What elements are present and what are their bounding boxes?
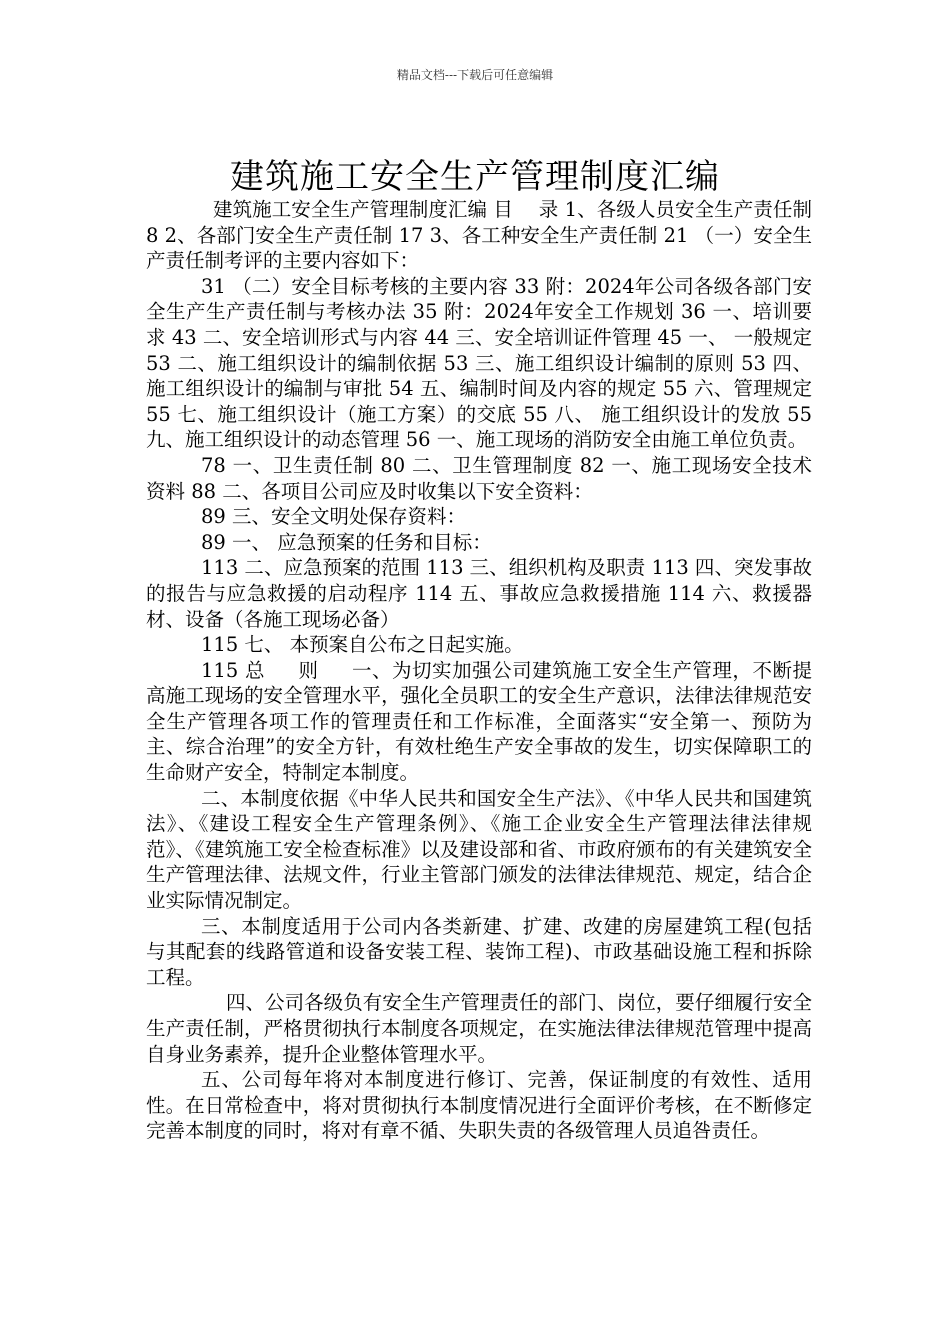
- paragraph-general-2: 二、本制度依据《中华人民共和国安全生产法》、《中华人民共和国建筑法》、《建设工程安全生产管理条例》、《施工企业安全生产管理法律法律规范》、《建筑施工安全检查标准》以及建设部和省、市政府颁布的有关建筑安全生产管理法律、法规文件，行业主管部门颁发的法律法律规范、规定，结合企业实际情况制定。: [146, 786, 812, 913]
- paragraph-general-4: 四、公司各级负有安全生产管理责任的部门、岗位，要仔细履行安全生产责任制，严格贯彻执行本制度各项规定，在实施法律法律规范管理中提高自身业务素养，提升企业整体管理水平。: [146, 991, 812, 1066]
- paragraph-toc-6: 113 二、应急预案的范围 113 三、组织机构及职责 113 四、突发事故的报告与应急救援的启动程序 114 五、事故应急救援措施 114 六、救援器材、设备（各施工现场必备）: [146, 556, 812, 631]
- paragraph-toc-1: 建筑施工安全生产管理制度汇编 目 录 1、各级人员安全生产责任制 8 2、各部门安全生产责任制 17 3、各工种安全生产责任制 21 （一）安全生产责任制考评的主要内容如下：: [146, 198, 812, 273]
- paragraph-general-1: 115 总 则 一、为切实加强公司建筑施工安全生产管理，不断提高施工现场的安全管理水平，强化全员职工的安全生产意识，法律法律规范安全生产管理各项工作的管理责任和工作标准，全面落实“安全第一、预防为主、综合治理”的安全方针，有效杜绝生产安全事故的发生，切实保障职工的生命财产安全，特制定本制度。: [146, 658, 812, 785]
- paragraph-general-3: 三、本制度适用于公司内各类新建、扩建、改建的房屋建筑工程(包括与其配套的线路管道和设备安装工程、装饰工程)、市政基础设施工程和拆除工程。: [146, 914, 812, 989]
- document-title: 建筑施工安全生产管理制度汇编: [230, 156, 720, 197]
- paragraph-toc-7: 115 七、 本预案自公布之日起实施。: [201, 633, 524, 657]
- paragraph-general-5: 五、公司每年将对本制度进行修订、完善，保证制度的有效性、适用性。在日常检查中，将对贯彻执行本制度情况进行全面评价考核，在不断修定完善本制度的同时，将对有章不循、失职失责的各级管理人员追咎责任。: [146, 1068, 812, 1143]
- paragraph-toc-4: 89 三、安全文明处保存资料：: [201, 505, 467, 529]
- paragraph-toc-3: 78 一、卫生责任制 80 二、卫生管理制度 82 一、施工现场安全技术资料 88 二、各项目公司应及时收集以下安全资料：: [146, 453, 812, 503]
- document-body: [146, 197, 812, 1144]
- paragraph-toc-5: 89 一、 应急预案的任务和目标：: [201, 530, 492, 554]
- paragraph-toc-2: 31 （二）安全目标考核的主要内容 33 附：2024年公司各级各部门安全生产生产责任制与考核办法 35 附：2024年安全工作规划 36 一、培训要求 43 二、安全培训形式与内容 44 三、安全培训证件管理 45 一、 一般规定 53 二、施工组织设计的编制依据 53 三、施工组织设计编制的原则 53 四、施工组织设计的编制与审批 54 五、编制时间及内容的规定 55 六、管理规定 55 七、施工组织设计（施工方案）的交底 55 八、 施工组织设计的发放 55 九、施工组织设计的动态管理 56 一、施工现场的消防安全由施工单位负责。: [146, 274, 812, 452]
- header-note: 精品文档---下载后可任意编辑: [396, 68, 554, 82]
